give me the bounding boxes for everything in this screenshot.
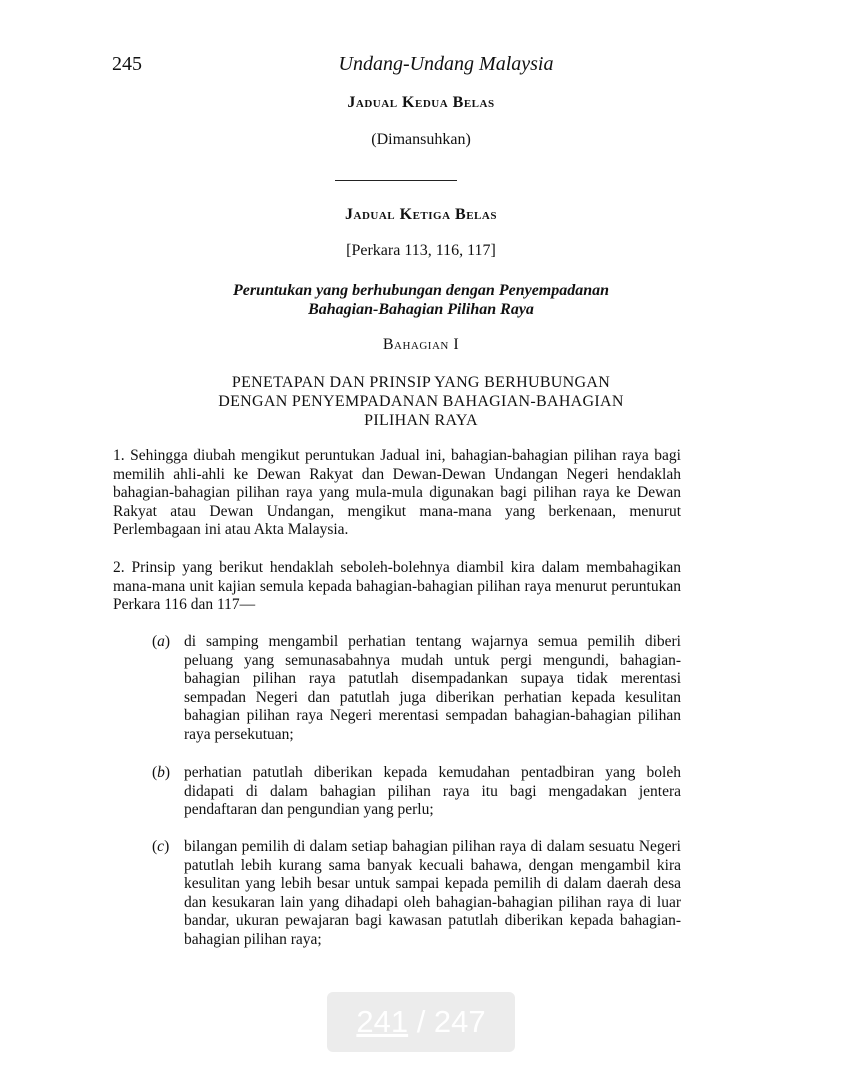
page-number: 245 xyxy=(112,53,142,75)
total-page-count: 247 xyxy=(433,1004,486,1039)
section-divider xyxy=(335,180,457,181)
schedule-13-articles: [Perkara 113, 116, 117] xyxy=(346,242,496,259)
clause-b xyxy=(152,764,681,820)
part-heading-line2: DENGAN PENYEMPADANAN BAHAGIAN-BAHAGIAN xyxy=(218,393,624,410)
schedule-13-subtitle-line1: Peruntukan yang berhubungan dengan Penyempadanan xyxy=(232,282,610,299)
clause-c-label: (c) xyxy=(152,838,170,855)
page-separator: / xyxy=(408,1004,434,1039)
part-heading-line1: PENETAPAN DAN PRINSIP YANG BERHUBUNGAN xyxy=(231,374,611,391)
clause-a-text: di samping mengambil perhatian tentang wajarnya semua pemilih diberi peluang yang semunasabahnya mudah untuk pergi mengundi, bahagian-bahagian pilihan raya patutlah disempadankan supaya tidak merentasi sempadan Negeri dan patutlah juga diberikan perhatian kepada kesulitan bahagian pilihan raya Negeri merentasi sempadan bahagian-bahagian pilihan raya persekutuan; xyxy=(184,633,681,743)
section-1-paragraph: 1. Sehingga diubah mengikut peruntukan Jadual ini, bahagian-bahagian pilihan raya bagi memilih ahli-ahli ke Dewan Rakyat dan Dewan-Dewan Undangan Negeri hendaklah bahagian-bahagian pilihan raya yang mula-mula digunakan bagi pilihan raya ke Dewan Rakyat atau Dewan Undangan, mengikut mana-mana yang berkenaan, menurut Perlembagaan ini atau Akta Malaysia. xyxy=(113,447,681,539)
running-title: Undang-Undang Malaysia xyxy=(338,53,554,75)
schedule-12-title: Jadual Kedua Belas xyxy=(347,94,495,111)
schedule-12-status: (Dimansuhkan) xyxy=(371,131,471,148)
section-2-paragraph: 2. Prinsip yang berikut hendaklah seboleh-bolehnya diambil kira dalam membahagikan mana-mana unit kajian semula kepada bahagian-bahagian pilihan raya menurut peruntukan Perkara 116 dan 117— xyxy=(113,559,681,614)
current-page-number[interactable]: 241 xyxy=(356,1004,409,1039)
page-indicator[interactable] xyxy=(327,992,515,1052)
clause-b-text: perhatian patutlah diberikan kepada kemudahan pentadbiran yang boleh didapati di dalam bahagian pilihan raya itu bagi mengadakan jentera pendaftaran dan pengundian yang perlu; xyxy=(184,764,681,819)
clause-b-label: (b) xyxy=(152,764,171,781)
clause-a-label: (a) xyxy=(152,633,171,650)
part-heading-line3: PILIHAN RAYA xyxy=(364,412,478,429)
clause-a xyxy=(152,633,681,745)
schedule-13-title: Jadual Ketiga Belas xyxy=(345,206,497,223)
clause-c xyxy=(152,838,681,950)
clause-c-text: bilangan pemilih di dalam setiap bahagian pilihan raya di dalam sesuatu Negeri patutlah lebih kurang sama banyak kecuali bahawa, dengan mengambil kira kesulitan yang lebih besar untuk sampai kepada pemilih di dalam daerah desa dan kesukaran lain yang dihadapi oleh bahagian-bahagian pilihan raya di luar bandar, ukuran pewajaran bagi kawasan patutlah diberikan kepada bahagian-bahagian pilihan raya; xyxy=(184,838,681,948)
part-label: Bahagian I xyxy=(382,336,460,353)
schedule-13-subtitle-line2: Bahagian-Bahagian Pilihan Raya xyxy=(308,301,534,318)
